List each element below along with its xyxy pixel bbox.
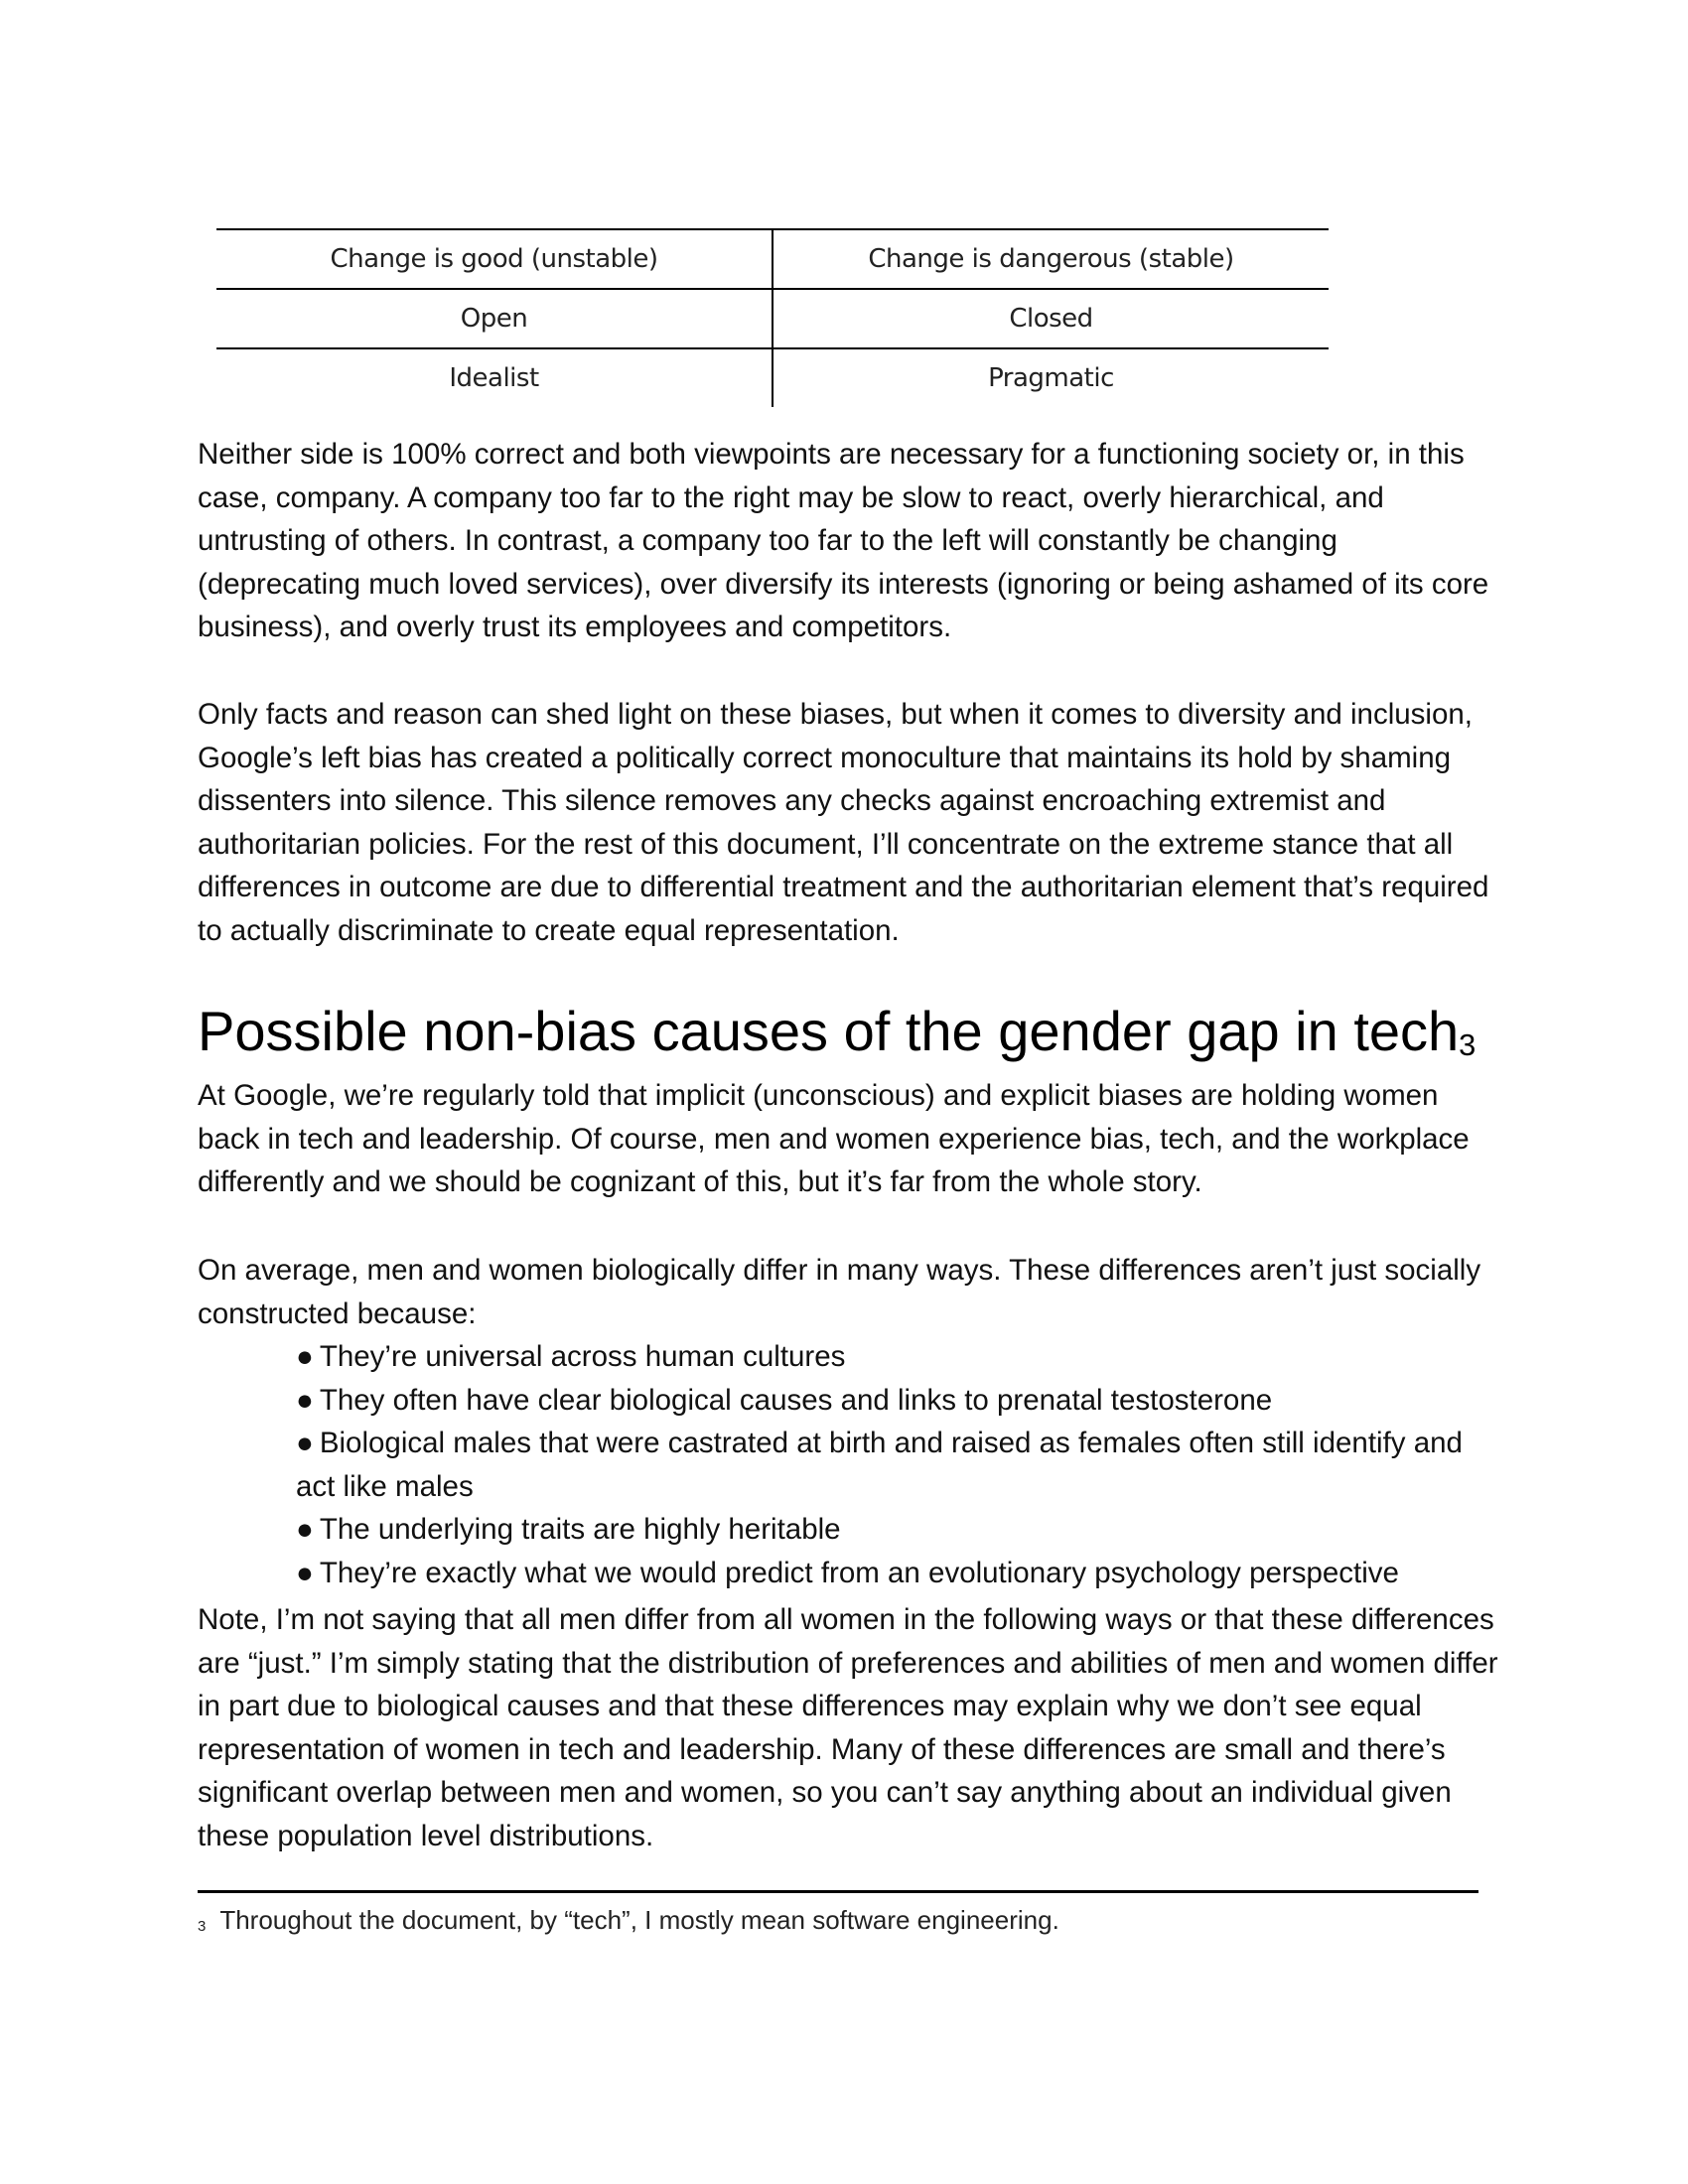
footnote-number: 3 bbox=[198, 1918, 207, 1935]
list-item-text: The underlying traits are highly heritable bbox=[319, 1513, 841, 1547]
list-item bbox=[296, 1508, 1468, 1552]
table-row bbox=[216, 229, 1329, 289]
bullet-list bbox=[296, 1335, 1468, 1595]
list-item bbox=[296, 1379, 1468, 1423]
bullet-icon: ● bbox=[296, 1340, 314, 1373]
list-item-text: They’re exactly what we would predict from an evolutionary psychology perspective bbox=[319, 1556, 1399, 1589]
paragraph-facts-and-reason: Only facts and reason can shed light on these biases, but when it comes to diversity and inclusion, Google’s left bias has created a politically correct monoculture that maintains its hold by shaming dissenters into silence. This silence removes any checks against encroaching extremist and authoritarian policies. For the rest of this document, I’ll concentrate on the extreme stance that all differences in outcome are due to differential treatment and the authoritarian element that’s required to actually discriminate to create equal representation. bbox=[198, 698, 1489, 947]
list-item-text: Biological males that were castrated at birth and raised as females often still identify and act like males bbox=[296, 1427, 1463, 1503]
table-cell-left: Change is good (unstable) bbox=[216, 229, 773, 289]
bullet-icon: ● bbox=[296, 1427, 314, 1460]
table-cell-right: Change is dangerous (stable) bbox=[868, 244, 1234, 274]
table-cell-left: Idealist bbox=[216, 348, 773, 407]
paragraph-implicit-bias: At Google, we’re regularly told that implicit (unconscious) and explicit biases are holding women back in tech and leadership. Of course, men and women experience bias, tech, and the workplace differently and we should be cognizant of this, but it’s far from the whole story. bbox=[198, 1079, 1470, 1199]
bullet-icon: ● bbox=[296, 1556, 314, 1589]
paragraph-note: Note, I’m not saying that all men differ from all women in the following ways or that these differences are “just.” I’m simply stating that the distribution of preferences and abilities of men and women differ in part due to biological causes and that these differences may explain why we don’t see equal representation of women in tech and leadership. Many of these differences are small and there’s significant overlap between men and women, so you can’t say anything about an individual given these population level distributions. bbox=[198, 1603, 1498, 1852]
table-row bbox=[216, 348, 1329, 407]
footnote-text: Throughout the document, by “tech”, I mostly mean software engineering. bbox=[219, 1905, 1059, 1935]
table-cell-right: Closed bbox=[1009, 304, 1093, 334]
paragraph-viewpoints: Neither side is 100% correct and both viewpoints are necessary for a functioning society or, in this case, company. A company too far to the right may be slow to react, overly hierarchical, and untrusting of others. In contrast, a company too far to the left will constantly be changing (deprecating much loved services), over diversify its interests (ignoring or being ashamed of its core business), and overly trust its employees and competitors. bbox=[198, 438, 1489, 644]
footnote-reference: 3 bbox=[1459, 1026, 1477, 1062]
list-item-text: They often have clear biological causes and links to prenatal testosterone bbox=[319, 1383, 1273, 1417]
list-item bbox=[296, 1552, 1468, 1595]
list-item bbox=[296, 1422, 1468, 1508]
table-row bbox=[216, 289, 1329, 348]
bullet-icon: ● bbox=[296, 1383, 314, 1417]
list-item-text: They’re universal across human cultures bbox=[319, 1340, 846, 1373]
section-heading-text: Possible non-bias causes of the gender gap in tech bbox=[198, 1000, 1460, 1062]
table-cell-left: Open bbox=[216, 289, 773, 348]
section-heading bbox=[198, 997, 1476, 1075]
paragraph-biological-differences: On average, men and women biologically differ in many ways. These differences aren’t just socially constructed because: bbox=[198, 1254, 1481, 1330]
footnote bbox=[198, 1902, 1059, 1943]
footnote-divider bbox=[198, 1890, 1478, 1893]
comparison-table bbox=[216, 228, 1329, 407]
list-item bbox=[296, 1335, 1468, 1379]
table-cell-right: Pragmatic bbox=[988, 363, 1114, 393]
bullet-icon: ● bbox=[296, 1513, 314, 1547]
